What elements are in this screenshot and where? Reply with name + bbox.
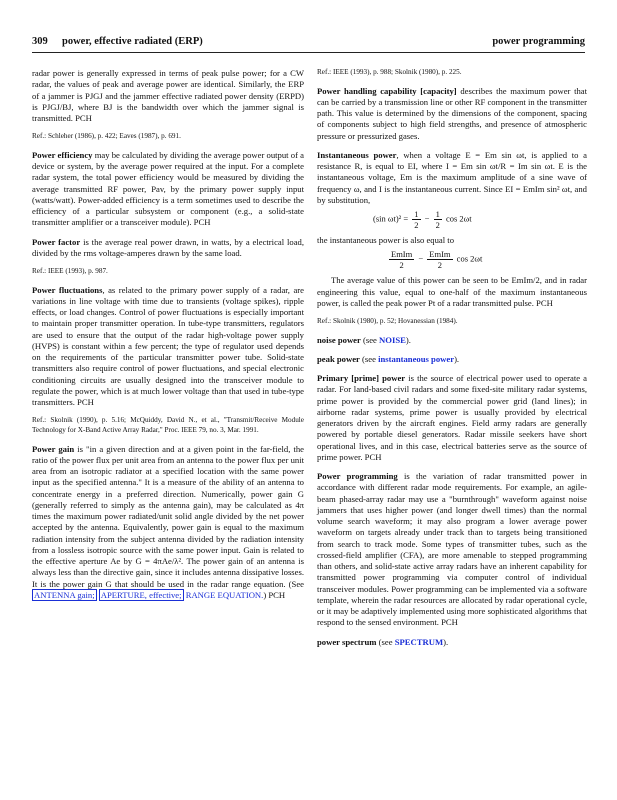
entry-text: is the variation of radar transmitted power in accordance with different radar mode requirements. For example, an agile-beam phased-array radar may use a "burnthrough" waveform against noise jammers that uses higher power (and longer dwell times) than the normal volume search waveform; it may also program a lower average power waveform on targets already under track than to targets being transitioned from search to track mode. Some types of transmitter tubes, such as the crossed-field amplifier (CFA), are more amenable to stepped programming than others, and solid-state active array radars have an inherent capability for transmitted power programming via computer control of individual transceiver modules. Power programming can be implemented via a software template, wherein the radar resources are allocated by radar operational cycle, or it may be adaptively implemented using more sophisticated algorithms that respond to the sensed environment. PCH	[317, 471, 587, 628]
denominator: 2	[435, 220, 440, 231]
entry-text: is the source of electrical power used to operate a radar. For land-based civil radars and some fixed-site military radar systems, prime power is provided by the commercial power grid (land lines); in airborne radar systems, prime power is usually provided by electrical generators driven by the aircraft engines. Field army radars are generally powered by portable diesel generators. Radar missile seekers have short operational lives, and in this case, electrical batteries serve as the source of prime power. PCH	[317, 373, 587, 462]
power-gain-entry	[32, 444, 304, 602]
entry-term: Power gain	[32, 443, 75, 454]
denominator: 2	[414, 220, 419, 231]
average-power-para: The average value of this power can be seen to be EmIm/2, and in radar engineering this value, equal to one-half of the maximum instantaneous power, is called the peak power Pt of a radar transmitted pulse. PCH	[317, 275, 587, 308]
see-prefix: (see	[376, 636, 395, 647]
page-header	[32, 36, 585, 50]
instantaneous-mid-text: the instantaneous power is also equal to	[317, 235, 455, 246]
equation-sine-squared	[317, 209, 587, 230]
entry-tail: ) PCH	[263, 589, 286, 600]
fraction	[427, 249, 452, 270]
entry-term: Instantaneous power	[317, 149, 397, 160]
denominator: 2	[437, 260, 443, 271]
see-suffix: ).	[405, 334, 411, 345]
entry-term: noise power	[317, 334, 361, 345]
entry-text: is "in a given direction and at a given point in the far-field, the ratio of the power flux per unit area from an antenna to the power flux per unit area from an isotropic radiator at a specified location with the same power input as the specified antenna." It is a measure of the ability of an antenna to concentrate energy in a preferred direction. Numerically, power gain G (generally referred to simply as the antenna gain), may be calculated as 4π times the maximum power radiated/unit solid angle divided by the net power accepted by the antenna. Equivalently, power gain is equal to the maximum radiation intensity from the subject antenna divided by the radiation intensity from a lossless isotropic source with the same power input. Gain is related to the effective aperture Ae by G = 4πAe/λ². The power gain of an antenna is always less than the directive gain, since it includes antenna dissipative losses. It is the power gain G that should be used in the radar range equation. (See	[32, 443, 304, 589]
entry-text: , as related to the primary power supply of a radar, are variations in line voltage with time due to transients (voltage spikes), ripple effects, or load changes. Control of power fluctuations is especially important to maintain proper transmitter operation. In tube-type transmitters, regulators are used to ensure that the output of the radar high-voltage power supply (HVPS) is constant within a few percent; the type of regulator used depends on the requirements of the particular transmitter power tube. Solid-state transmitters also require control of power fluctuations, and special electronic conditioning circuits are usually designed into the transceiver module to regulate the power, which is at much lower voltage than that used in tube-type transmitters. PCH	[32, 284, 304, 408]
right-column	[317, 68, 587, 656]
see-suffix: ).	[443, 636, 449, 647]
link-aperture-effective[interactable]: APERTURE, effective;	[100, 589, 182, 600]
primary-power-entry	[317, 373, 587, 463]
link-range-equation[interactable]: RANGE EQUATION.	[185, 589, 264, 600]
numerator: EmIm	[391, 249, 413, 260]
power-factor-entry	[32, 237, 304, 260]
denominator: 2	[399, 260, 404, 271]
instantaneous-ref: Ref.: Skolnik (1980), p. 52; Hovanessian (1984).	[317, 317, 458, 326]
running-head-left: power, effective radiated (ERP)	[62, 36, 203, 47]
link-noise[interactable]: NOISE	[379, 334, 406, 345]
running-head-right: power programming	[492, 36, 585, 47]
link-antenna-gain[interactable]: ANTENNA gain;	[34, 589, 95, 600]
right-top-ref: Ref.: IEEE (1993), p. 988; Skolnik (1980), p. 225.	[317, 68, 462, 76]
entry-term: Power efficiency	[32, 149, 93, 160]
power-efficiency-entry	[32, 150, 304, 229]
link-instantaneous-power[interactable]: instantaneous power	[378, 353, 455, 364]
entry-term: Power programming	[317, 471, 398, 482]
fraction	[389, 249, 414, 270]
entry-text: describes the maximum power that can be carried by a transmission line or other RF component in the transmitter path. This value is determined by the dimensions of the component, spacing of components subject to high field strengths, and presence of atmospheric pressure or pressurized gases.	[317, 85, 588, 141]
operator: −	[416, 253, 426, 264]
numerator: 1	[414, 209, 419, 220]
entry-term: Primary [prime] power	[317, 373, 406, 384]
power-spectrum-entry	[317, 637, 587, 648]
entry-term: Power handling capability [capacity]	[317, 85, 457, 96]
fraction	[434, 209, 442, 230]
entry-text: , when a voltage E = Em sin ωt, is applied to a resistance R, is equal to EI, where I = Em sin ωt/R = Im sin ωt. E is the instantaneous voltage, Em is the maximum amplitude of a sine wave of frequency ω, and I is the instantaneous current. Since EI = EmIm sin² ωt, and by substitution,	[317, 149, 587, 205]
entry-term: Power factor	[32, 236, 81, 247]
noise-power-entry	[317, 335, 587, 346]
header-rule	[32, 52, 585, 53]
entry-term: power spectrum	[317, 636, 377, 647]
entry-term: Power fluctuations	[32, 284, 103, 295]
entry-text: may be calculated by dividing the average power output of a device or system, by the average power required at the input. For a complete radar system, the total power efficiency would be measured by dividing the average transmitted RF power, Pav, by the primary power supply input (watts/watt). Power-added efficiency is a term sometimes used to describe the efficiency of a particular subsystem or component (e.g., a solid-state transmitter amplifier or a transceiver module). PCH	[32, 149, 304, 228]
numerator: EmIm	[429, 249, 451, 260]
page-number: 309	[32, 36, 48, 47]
radar-power-ref: Ref.: Schleher (1986), p. 422; Eaves (1987), p. 691.	[32, 132, 181, 141]
equation-tail: cos 2ωt	[454, 253, 483, 264]
left-column	[32, 68, 304, 609]
see-prefix: (see	[359, 353, 379, 364]
equation-lhs: (sin ωt)² =	[373, 213, 411, 224]
instantaneous-power-entry	[317, 150, 587, 206]
fraction	[412, 209, 420, 230]
link-spectrum[interactable]: SPECTRUM	[394, 636, 444, 647]
power-fluctuations-entry	[32, 285, 304, 409]
equation-tail: cos 2ωt	[443, 213, 472, 224]
power-handling-entry	[317, 86, 587, 142]
power-programming-entry	[317, 471, 587, 629]
power-factor-ref: Ref.: IEEE (1993), p. 987.	[32, 267, 108, 276]
radar-power-para: radar power is generally expressed in terms of peak pulse power; for a CW radar, the values of peak and average power are identical. Similarly, the ERP of a jammer is PJGJ and the jammer effective radiated power density (ERPD) is PJGJ/BJ, where BJ is the bandwidth over which the jammer signal is transmitted. PCH	[32, 68, 304, 123]
equation-power	[317, 249, 587, 270]
entry-text: is the average real power drawn, in watts, by a electrical load, divided by the rms voltage-amperes drawn by the same load.	[32, 236, 304, 258]
peak-power-entry	[317, 354, 587, 365]
numerator: 1	[435, 209, 440, 220]
operator: −	[422, 213, 432, 224]
power-fluctuations-ref: Ref.: Skolnik (1990), p. 5.16; McQuiddy, David N., et al., "Transmit/Receive Module Technology for X-Band Active Array Radar," Proc. IEEE 79, no. 3, Mar. 1991.	[32, 416, 304, 435]
entry-term: peak power	[317, 353, 360, 364]
see-prefix: (see	[360, 334, 380, 345]
see-suffix: ).	[454, 353, 460, 364]
